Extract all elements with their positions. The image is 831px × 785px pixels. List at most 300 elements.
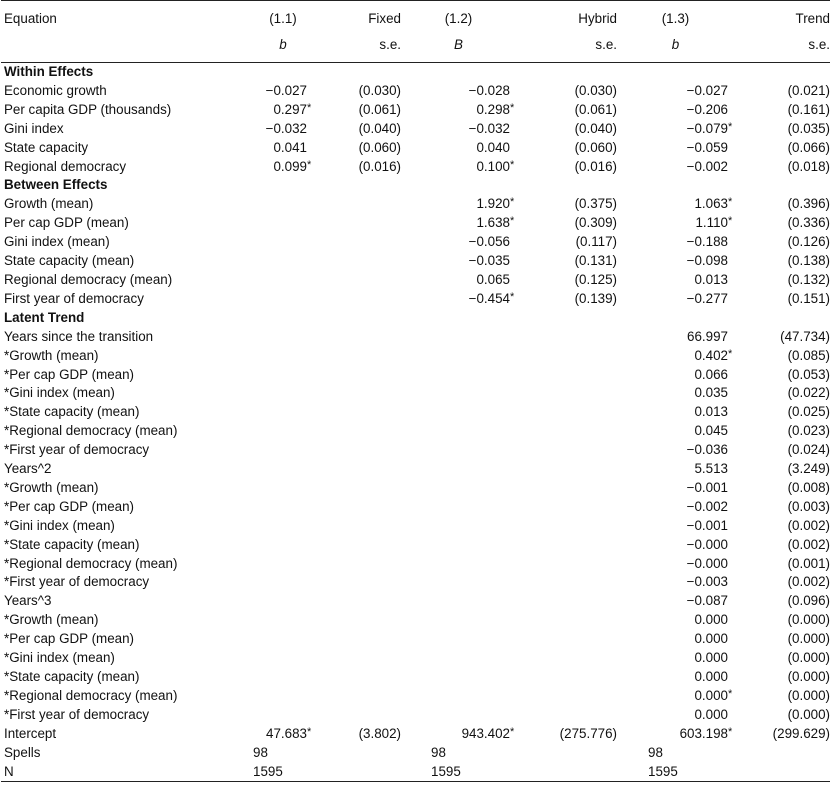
coefficient-cell xyxy=(253,630,313,649)
standard-error-cell: (0.000) xyxy=(787,687,830,703)
count-value: 98 xyxy=(253,744,268,760)
coefficient-cell xyxy=(401,536,516,555)
empty-cell xyxy=(313,763,401,782)
standard-error-cell xyxy=(516,498,617,517)
row-label: Intercept xyxy=(4,725,57,741)
standard-error-cell xyxy=(313,347,401,366)
coefficient-cell xyxy=(401,101,516,120)
standard-error-cell: (0.000) xyxy=(787,669,830,684)
row-label: Growth (mean) xyxy=(4,196,94,212)
significance-star: * xyxy=(510,215,515,228)
row-label: *State capacity (mean) xyxy=(4,404,140,420)
header-equation: Equation xyxy=(4,11,57,26)
coefficient-cell xyxy=(253,611,313,630)
standard-error-cell xyxy=(313,536,401,555)
coefficient-value: −0.277 xyxy=(686,290,728,306)
standard-error-cell: (0.001) xyxy=(787,555,830,571)
standard-error-cell xyxy=(516,611,617,630)
coefficient-cell xyxy=(401,195,516,214)
section-row xyxy=(1,176,830,195)
table-row xyxy=(1,555,830,574)
coefficient-cell xyxy=(617,101,734,120)
row-label: *Regional democracy (mean) xyxy=(4,555,178,571)
standard-error-cell xyxy=(313,214,401,233)
coefficient-value: 0.000 xyxy=(694,650,728,666)
standard-error-cell: (0.396) xyxy=(787,196,830,212)
coefficient-value: 0.298 xyxy=(476,101,510,117)
coefficient-cell xyxy=(253,366,313,385)
row-label: *Regional democracy (mean) xyxy=(4,687,178,703)
coefficient-cell xyxy=(401,592,516,611)
coefficient-value: 603.198 xyxy=(679,725,728,741)
standard-error-cell xyxy=(313,252,401,271)
coefficient-cell xyxy=(253,725,313,744)
coefficient-cell xyxy=(617,120,734,139)
standard-error-cell xyxy=(313,460,401,479)
coefficient-cell xyxy=(253,82,313,101)
row-label: *Growth (mean) xyxy=(4,612,99,628)
row-label: *First year of democracy xyxy=(4,574,150,590)
header-model-1-1: (1.1) xyxy=(269,11,297,26)
significance-star: * xyxy=(728,215,733,228)
significance-star: * xyxy=(307,101,312,114)
standard-error-cell: (0.085) xyxy=(787,347,830,363)
coefficient-value: −0.002 xyxy=(686,498,728,514)
row-label: *Growth (mean) xyxy=(4,347,99,363)
coefficient-cell xyxy=(401,517,516,536)
coefficient-cell xyxy=(401,347,516,366)
standard-error-cell xyxy=(516,460,617,479)
significance-star: * xyxy=(728,687,733,700)
section-heading: Latent Trend xyxy=(4,309,85,325)
row-label: Years^2 xyxy=(4,461,52,477)
table-row xyxy=(1,422,830,441)
coefficient-cell xyxy=(253,668,313,687)
coefficient-cell xyxy=(253,573,313,592)
table-row xyxy=(1,517,830,536)
standard-error-cell: (0.040) xyxy=(358,120,401,136)
row-label: N xyxy=(4,763,14,779)
coefficient-value: −0.079 xyxy=(686,120,728,136)
header-model-1-3: (1.3) xyxy=(661,11,690,26)
standard-error-cell xyxy=(313,441,401,460)
table-row xyxy=(1,630,830,649)
standard-error-cell xyxy=(313,195,401,214)
table-row xyxy=(1,611,830,630)
coefficient-cell xyxy=(401,611,516,630)
coefficient-value: −0.002 xyxy=(686,158,728,174)
coefficient-cell xyxy=(253,328,313,347)
coefficient-cell xyxy=(253,290,313,309)
coefficient-value: 0.100 xyxy=(476,158,510,174)
coefficient-cell xyxy=(253,139,313,158)
coefficient-cell xyxy=(401,271,516,290)
significance-star: * xyxy=(510,290,515,303)
coefficient-value: 1.638 xyxy=(476,215,510,231)
coefficient-cell xyxy=(401,158,516,177)
standard-error-cell xyxy=(516,573,617,592)
coefficient-cell xyxy=(253,195,313,214)
standard-error-cell xyxy=(516,403,617,422)
section-heading: Between Effects xyxy=(4,177,108,193)
significance-star: * xyxy=(728,120,733,133)
coefficient-cell xyxy=(401,687,516,706)
empty-cell xyxy=(313,744,401,763)
coefficient-cell xyxy=(401,555,516,574)
table-row xyxy=(1,347,830,366)
standard-error-cell: (0.000) xyxy=(787,650,830,666)
standard-error-cell: (0.003) xyxy=(787,498,830,514)
standard-error-cell: (0.018) xyxy=(787,158,830,174)
coefficient-value: 0.013 xyxy=(694,404,728,420)
table-row xyxy=(1,441,830,460)
coefficient-cell xyxy=(253,271,313,290)
standard-error-cell xyxy=(516,649,617,668)
coefficient-cell xyxy=(401,479,516,498)
table-row xyxy=(1,384,830,403)
coefficient-value: 0.000 xyxy=(694,631,728,647)
coefficient-value: −0.056 xyxy=(468,234,510,250)
table-row xyxy=(1,271,830,290)
standard-error-cell xyxy=(516,592,617,611)
standard-error-cell: (0.375) xyxy=(574,196,617,212)
standard-error-cell xyxy=(313,233,401,252)
table-body xyxy=(1,63,830,782)
significance-star: * xyxy=(307,158,312,171)
empty-cell xyxy=(516,744,617,763)
standard-error-cell xyxy=(313,422,401,441)
row-label: State capacity xyxy=(4,139,89,155)
row-label: *Gini index (mean) xyxy=(4,517,115,533)
row-label: *State capacity (mean) xyxy=(4,669,140,684)
coefficient-value: 0.000 xyxy=(694,669,728,684)
coefficient-cell xyxy=(617,536,734,555)
standard-error-cell: (0.002) xyxy=(787,517,830,533)
significance-star: * xyxy=(307,725,312,738)
coefficient-cell xyxy=(617,403,734,422)
coefficient-value: −0.000 xyxy=(686,536,728,552)
standard-error-cell xyxy=(516,328,617,347)
table-row xyxy=(1,668,830,687)
table-row xyxy=(1,498,830,517)
coefficient-value: −0.454 xyxy=(468,290,510,306)
coefficient-cell xyxy=(401,233,516,252)
coefficient-cell xyxy=(253,101,313,120)
standard-error-cell xyxy=(313,555,401,574)
count-value: 1595 xyxy=(431,763,461,779)
empty-cell xyxy=(734,744,830,763)
count-value: 98 xyxy=(648,744,663,760)
significance-star: * xyxy=(510,725,515,738)
standard-error-cell: (0.131) xyxy=(574,253,617,269)
section-row xyxy=(1,309,830,328)
standard-error-cell: (0.161) xyxy=(787,101,830,117)
row-label: Spells xyxy=(4,744,41,760)
table-row xyxy=(1,233,830,252)
coefficient-cell xyxy=(253,536,313,555)
standard-error-cell: (0.000) xyxy=(787,631,830,647)
coefficient-cell xyxy=(253,233,313,252)
standard-error-cell xyxy=(313,592,401,611)
header-blank xyxy=(1,36,253,63)
coefficient-value: −0.027 xyxy=(265,82,307,98)
table-row xyxy=(1,120,830,139)
coefficient-cell xyxy=(617,158,734,177)
standard-error-cell xyxy=(313,290,401,309)
significance-star: * xyxy=(728,196,733,209)
coefficient-cell xyxy=(401,725,516,744)
row-label: *Per cap GDP (mean) xyxy=(4,498,134,514)
standard-error-cell: (0.053) xyxy=(787,366,830,382)
coefficient-cell xyxy=(401,120,516,139)
coefficient-cell xyxy=(401,384,516,403)
row-label: *Growth (mean) xyxy=(4,479,99,495)
row-label: Regional democracy (mean) xyxy=(4,271,173,287)
coefficient-value: −0.001 xyxy=(686,479,728,495)
table-row xyxy=(1,158,830,177)
coefficient-cell xyxy=(617,290,734,309)
row-label: Gini index xyxy=(4,120,64,136)
standard-error-cell: (0.126) xyxy=(787,234,830,250)
header-fixed: Fixed xyxy=(368,11,401,26)
coefficient-cell xyxy=(253,120,313,139)
standard-error-cell xyxy=(313,706,401,725)
coefficient-cell xyxy=(401,422,516,441)
count-value: 1595 xyxy=(253,763,283,779)
table-row xyxy=(1,328,830,347)
standard-error-cell xyxy=(313,573,401,592)
standard-error-cell xyxy=(313,479,401,498)
standard-error-cell: (0.030) xyxy=(574,82,617,98)
standard-error-cell xyxy=(516,687,617,706)
coefficient-cell xyxy=(617,611,734,630)
coefficient-value: 0.297 xyxy=(273,101,307,117)
significance-star: * xyxy=(510,158,515,171)
row-label: Years since the transition xyxy=(4,328,154,344)
standard-error-cell: (0.024) xyxy=(787,442,830,458)
coefficient-cell xyxy=(617,252,734,271)
standard-error-cell: (299.629) xyxy=(772,725,830,741)
header-coef-2: B xyxy=(454,37,463,52)
standard-error-cell: (0.030) xyxy=(358,82,401,98)
coefficient-cell xyxy=(617,687,734,706)
coefficient-cell xyxy=(253,214,313,233)
standard-error-cell xyxy=(313,611,401,630)
coefficient-cell xyxy=(617,139,734,158)
table-row xyxy=(1,479,830,498)
table-row xyxy=(1,687,830,706)
coefficient-value: 0.402 xyxy=(694,347,728,363)
standard-error-cell: (0.336) xyxy=(787,215,830,231)
standard-error-cell: (3.802) xyxy=(358,725,401,741)
standard-error-cell xyxy=(516,555,617,574)
standard-error-cell xyxy=(313,403,401,422)
standard-error-cell xyxy=(313,366,401,385)
standard-error-cell: (0.066) xyxy=(787,139,830,155)
header-model-1-2: (1.2) xyxy=(444,11,473,26)
table-row xyxy=(1,592,830,611)
coefficient-cell xyxy=(253,384,313,403)
coefficient-cell xyxy=(401,498,516,517)
section-row xyxy=(1,63,830,82)
coefficient-value: −0.206 xyxy=(686,101,728,117)
coefficient-cell xyxy=(401,441,516,460)
row-label: Economic growth xyxy=(4,82,107,98)
standard-error-cell xyxy=(313,649,401,668)
coefficient-cell xyxy=(617,517,734,536)
standard-error-cell: (0.138) xyxy=(787,253,830,269)
coefficient-cell xyxy=(401,630,516,649)
coefficient-value: −0.032 xyxy=(468,120,510,136)
regression-table xyxy=(1,0,830,782)
coefficient-value: −0.098 xyxy=(686,253,728,269)
coefficient-cell xyxy=(617,82,734,101)
standard-error-cell xyxy=(516,479,617,498)
standard-error-cell: (0.139) xyxy=(574,290,617,306)
table-row xyxy=(1,195,830,214)
coefficient-cell xyxy=(253,517,313,536)
coefficient-cell xyxy=(617,384,734,403)
table-row xyxy=(1,649,830,668)
coefficient-cell xyxy=(253,498,313,517)
standard-error-cell: (47.734) xyxy=(780,328,830,344)
coefficient-cell xyxy=(617,233,734,252)
significance-star: * xyxy=(728,725,733,738)
coefficient-cell xyxy=(253,555,313,574)
table-row xyxy=(1,536,830,555)
table-row xyxy=(1,403,830,422)
header-se-2: s.e. xyxy=(595,37,617,52)
coefficient-cell xyxy=(401,706,516,725)
coefficient-cell xyxy=(617,195,734,214)
coefficient-value: −0.188 xyxy=(686,234,728,250)
coefficient-cell xyxy=(617,271,734,290)
standard-error-cell: (0.061) xyxy=(574,101,617,117)
coefficient-value: −0.035 xyxy=(468,253,510,269)
standard-error-cell: (0.002) xyxy=(787,574,830,590)
coefficient-value: 0.000 xyxy=(694,612,728,628)
coefficient-cell xyxy=(401,403,516,422)
coefficient-cell xyxy=(617,706,734,725)
coefficient-value: 0.040 xyxy=(476,139,510,155)
coefficient-value: 5.513 xyxy=(694,461,728,477)
standard-error-cell xyxy=(516,422,617,441)
coefficient-value: 1.063 xyxy=(694,196,728,212)
coefficient-cell xyxy=(617,573,734,592)
standard-error-cell: (0.132) xyxy=(787,271,830,287)
coefficient-cell xyxy=(401,573,516,592)
coefficient-cell xyxy=(401,82,516,101)
coefficient-value: 0.013 xyxy=(694,271,728,287)
coefficient-cell xyxy=(253,422,313,441)
row-label: *First year of democracy xyxy=(4,706,150,722)
coefficient-value: 1.110 xyxy=(695,215,728,231)
coefficient-cell xyxy=(617,460,734,479)
standard-error-cell: (0.061) xyxy=(358,101,401,117)
table-row xyxy=(1,139,830,158)
count-value: 1595 xyxy=(648,763,678,779)
count-value: 98 xyxy=(431,744,446,760)
standard-error-cell xyxy=(516,366,617,385)
standard-error-cell xyxy=(313,517,401,536)
standard-error-cell xyxy=(313,687,401,706)
coefficient-value: −0.036 xyxy=(686,442,728,458)
coefficient-value: 66.997 xyxy=(687,328,728,344)
standard-error-cell: (0.000) xyxy=(787,706,830,722)
standard-error-cell: (275.776) xyxy=(559,725,617,741)
coefficient-cell xyxy=(401,139,516,158)
standard-error-cell: (0.016) xyxy=(358,158,401,174)
coefficient-value: −0.003 xyxy=(686,574,728,590)
coefficient-cell xyxy=(253,706,313,725)
header-se-1: s.e. xyxy=(379,37,401,52)
standard-error-cell xyxy=(516,384,617,403)
significance-star: * xyxy=(510,101,515,114)
coefficient-cell xyxy=(253,592,313,611)
standard-error-cell: (0.117) xyxy=(575,234,617,250)
coefficient-cell xyxy=(617,498,734,517)
row-label: First year of democracy xyxy=(4,290,144,306)
coefficient-cell xyxy=(617,649,734,668)
row-label: *State capacity (mean) xyxy=(4,536,140,552)
coefficient-value: 0.045 xyxy=(694,423,728,439)
row-label: *Per cap GDP (mean) xyxy=(4,366,134,382)
standard-error-cell xyxy=(516,668,617,687)
table-row xyxy=(1,290,830,309)
standard-error-cell xyxy=(516,347,617,366)
standard-error-cell: (0.035) xyxy=(787,120,830,136)
header-trend: Trend xyxy=(795,11,830,26)
coefficient-value: 0.035 xyxy=(694,385,728,401)
header-coef-1: b xyxy=(279,37,287,52)
coefficient-cell xyxy=(617,347,734,366)
header-row-models xyxy=(1,1,830,37)
standard-error-cell: (0.151) xyxy=(787,290,830,306)
row-label: *Gini index (mean) xyxy=(4,650,115,666)
coefficient-cell xyxy=(401,328,516,347)
standard-error-cell: (0.016) xyxy=(574,158,617,174)
standard-error-cell: (0.023) xyxy=(787,423,830,439)
coefficient-value: 0.066 xyxy=(694,366,728,382)
coefficient-cell xyxy=(253,158,313,177)
standard-error-cell: (0.025) xyxy=(787,404,830,420)
standard-error-cell: (0.022) xyxy=(787,385,830,401)
coefficient-cell xyxy=(617,592,734,611)
coefficient-cell xyxy=(401,668,516,687)
standard-error-cell xyxy=(516,536,617,555)
standard-error-cell: (0.021) xyxy=(787,82,830,98)
standard-error-cell: (0.002) xyxy=(787,536,830,552)
section-heading: Within Effects xyxy=(4,64,94,79)
header-se-3: s.e. xyxy=(808,37,830,52)
row-label: Per capita GDP (thousands) xyxy=(4,101,172,117)
standard-error-cell: (0.000) xyxy=(787,612,830,628)
table-row xyxy=(1,252,830,271)
empty-cell xyxy=(734,763,830,782)
coefficient-value: 0.041 xyxy=(273,139,307,155)
coefficient-value: 1.920 xyxy=(476,196,510,212)
coefficient-cell xyxy=(253,403,313,422)
coefficient-value: 0.065 xyxy=(476,271,510,287)
coefficient-cell xyxy=(401,366,516,385)
coefficient-value: −0.059 xyxy=(686,139,728,155)
table-row xyxy=(1,706,830,725)
header-row-stats xyxy=(1,36,830,63)
standard-error-cell: (0.060) xyxy=(574,139,617,155)
coefficient-cell xyxy=(253,252,313,271)
standard-error-cell xyxy=(313,271,401,290)
coefficient-cell xyxy=(401,252,516,271)
